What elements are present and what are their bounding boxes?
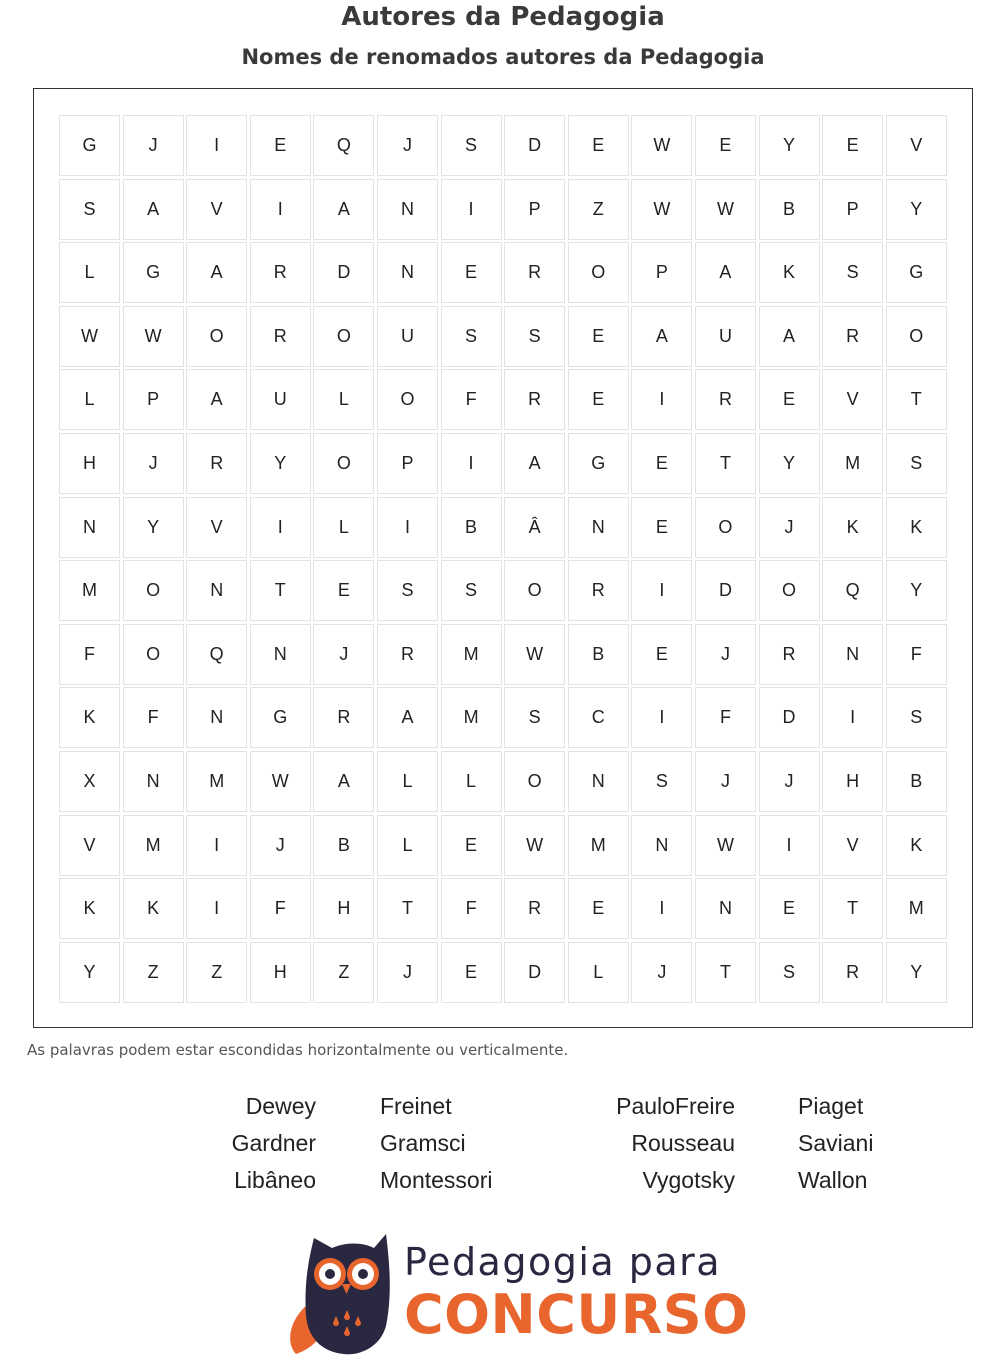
grid-cell: E xyxy=(441,815,502,876)
grid-cell: I xyxy=(631,687,692,748)
grid-cell: W xyxy=(250,751,311,812)
word-item: Vygotsky xyxy=(642,1167,735,1193)
grid-cell: S xyxy=(822,242,883,303)
word-column-3 xyxy=(616,1088,735,1199)
grid-cell: W xyxy=(631,179,692,240)
grid-cell: T xyxy=(695,942,756,1003)
grid-cell: M xyxy=(186,751,247,812)
page-subtitle: Nomes de renomados autores da Pedagogia xyxy=(241,45,765,69)
grid-cell: L xyxy=(377,815,438,876)
grid-cell: J xyxy=(695,624,756,685)
grid-cell: M xyxy=(441,624,502,685)
grid-cell: Y xyxy=(250,433,311,494)
grid-cell: R xyxy=(504,369,565,430)
grid-cell: L xyxy=(568,942,629,1003)
grid-cell: O xyxy=(568,242,629,303)
grid-cell: I xyxy=(441,433,502,494)
grid-cell: Z xyxy=(313,942,374,1003)
grid-cell: G xyxy=(250,687,311,748)
brand-name-line1: Pedagogia para xyxy=(404,1240,722,1284)
grid-cell: R xyxy=(504,878,565,939)
grid-cell: N xyxy=(822,624,883,685)
grid-cell: O xyxy=(313,306,374,367)
grid-cell: E xyxy=(313,560,374,621)
grid-cell: V xyxy=(186,497,247,558)
grid-cell: J xyxy=(313,624,374,685)
grid-cell: F xyxy=(250,878,311,939)
grid-cell: Q xyxy=(313,115,374,176)
grid-cell: R xyxy=(822,306,883,367)
grid-cell: R xyxy=(313,687,374,748)
grid-cell: J xyxy=(123,433,184,494)
grid-cell: D xyxy=(504,942,565,1003)
grid-cell: R xyxy=(822,942,883,1003)
grid-cell: O xyxy=(695,497,756,558)
grid-cell: N xyxy=(695,878,756,939)
grid-cell: S xyxy=(377,560,438,621)
grid-cell: F xyxy=(441,369,502,430)
word-column-4 xyxy=(798,1088,873,1199)
grid-cell: O xyxy=(123,560,184,621)
grid-cell: E xyxy=(568,369,629,430)
grid-cell: U xyxy=(377,306,438,367)
grid-cell: N xyxy=(568,751,629,812)
grid-cell: R xyxy=(759,624,820,685)
grid-cell: H xyxy=(59,433,120,494)
grid-cell: A xyxy=(123,179,184,240)
grid-cell: U xyxy=(695,306,756,367)
grid-cell: E xyxy=(631,497,692,558)
word-item: Freinet xyxy=(380,1093,452,1119)
grid-cell: D xyxy=(313,242,374,303)
grid-cell: Y xyxy=(123,497,184,558)
grid-cell: F xyxy=(695,687,756,748)
grid-cell: R xyxy=(504,242,565,303)
grid-cell: N xyxy=(59,497,120,558)
grid-cell: N xyxy=(568,497,629,558)
grid-cell: L xyxy=(313,497,374,558)
grid-cell: P xyxy=(123,369,184,430)
grid-cell: D xyxy=(504,115,565,176)
grid-cell: J xyxy=(123,115,184,176)
grid-cell: K xyxy=(59,878,120,939)
grid-cell: R xyxy=(377,624,438,685)
grid-cell: E xyxy=(568,878,629,939)
grid-cell: Y xyxy=(886,560,947,621)
grid-cell: S xyxy=(886,687,947,748)
grid-cell: W xyxy=(59,306,120,367)
grid-cell: G xyxy=(886,242,947,303)
grid-cell: W xyxy=(631,115,692,176)
grid-cell: K xyxy=(822,497,883,558)
grid-cell: E xyxy=(441,242,502,303)
grid-cell: N xyxy=(377,179,438,240)
grid-cell: Q xyxy=(822,560,883,621)
word-item: Gardner xyxy=(231,1130,316,1156)
grid-cell: O xyxy=(886,306,947,367)
grid-cell: X xyxy=(59,751,120,812)
grid-cell: H xyxy=(313,878,374,939)
grid-cell: F xyxy=(59,624,120,685)
grid-cell: P xyxy=(504,179,565,240)
grid-cell: W xyxy=(504,815,565,876)
grid-cell: L xyxy=(377,751,438,812)
grid-cell: P xyxy=(822,179,883,240)
grid-cell: I xyxy=(441,179,502,240)
grid-cell: N xyxy=(250,624,311,685)
grid-cell: O xyxy=(186,306,247,367)
grid-cell: A xyxy=(759,306,820,367)
grid-cell: L xyxy=(441,751,502,812)
grid-cell: E xyxy=(568,115,629,176)
grid-cell: Z xyxy=(123,942,184,1003)
grid-cell: T xyxy=(250,560,311,621)
grid-cell: O xyxy=(504,560,565,621)
grid-cell: A xyxy=(313,751,374,812)
grid-cell: N xyxy=(123,751,184,812)
grid-cell: L xyxy=(59,242,120,303)
grid-cell: I xyxy=(631,560,692,621)
grid-cell: A xyxy=(313,179,374,240)
grid-cell: Y xyxy=(886,179,947,240)
grid-cell: K xyxy=(759,242,820,303)
grid-cell: I xyxy=(631,878,692,939)
grid-cell: L xyxy=(59,369,120,430)
grid-cell: H xyxy=(250,942,311,1003)
grid-cell: S xyxy=(886,433,947,494)
word-item: Libâneo xyxy=(234,1167,316,1193)
grid-cell: E xyxy=(441,942,502,1003)
grid-cell: V xyxy=(186,179,247,240)
grid-cell: Y xyxy=(759,433,820,494)
word-item: Saviani xyxy=(798,1130,874,1156)
word-item: Dewey xyxy=(245,1093,316,1119)
grid-cell: J xyxy=(377,942,438,1003)
grid-cell: K xyxy=(886,497,947,558)
grid-cell: V xyxy=(822,369,883,430)
grid-cell: M xyxy=(822,433,883,494)
grid-cell: Y xyxy=(759,115,820,176)
word-item: Wallon xyxy=(798,1167,868,1193)
grid-cell: S xyxy=(504,306,565,367)
grid-cell: O xyxy=(504,751,565,812)
grid-cell: J xyxy=(250,815,311,876)
grid-cell: F xyxy=(123,687,184,748)
grid-cell: B xyxy=(441,497,502,558)
grid-cell: C xyxy=(568,687,629,748)
grid-cell: R xyxy=(250,242,311,303)
word-search-grid xyxy=(59,115,947,1003)
grid-cell: S xyxy=(504,687,565,748)
grid-cell: E xyxy=(631,433,692,494)
grid-cell: E xyxy=(631,624,692,685)
grid-cell: I xyxy=(822,687,883,748)
grid-cell: I xyxy=(759,815,820,876)
word-item: PauloFreire xyxy=(616,1093,735,1119)
grid-cell: J xyxy=(377,115,438,176)
grid-cell: M xyxy=(59,560,120,621)
grid-cell: O xyxy=(313,433,374,494)
grid-cell: N xyxy=(186,560,247,621)
word-item: Rousseau xyxy=(631,1130,735,1156)
grid-cell: J xyxy=(631,942,692,1003)
grid-cell: R xyxy=(250,306,311,367)
grid-cell: B xyxy=(568,624,629,685)
grid-cell: M xyxy=(886,878,947,939)
grid-cell: M xyxy=(568,815,629,876)
grid-cell: I xyxy=(186,878,247,939)
grid-cell: Z xyxy=(568,179,629,240)
grid-cell: P xyxy=(377,433,438,494)
grid-cell: J xyxy=(759,751,820,812)
grid-cell: Z xyxy=(186,942,247,1003)
grid-cell: A xyxy=(504,433,565,494)
grid-cell: D xyxy=(695,560,756,621)
grid-cell: B xyxy=(759,179,820,240)
grid-cell: Q xyxy=(186,624,247,685)
word-item: Gramsci xyxy=(380,1130,466,1156)
grid-cell: G xyxy=(59,115,120,176)
grid-cell: A xyxy=(186,369,247,430)
grid-cell: S xyxy=(441,306,502,367)
page-title: Autores da Pedagogia xyxy=(341,2,665,32)
grid-cell: S xyxy=(441,115,502,176)
grid-cell: E xyxy=(759,369,820,430)
grid-cell: A xyxy=(377,687,438,748)
instructions-text: As palavras podem estar escondidas horizontalmente ou verticalmente. xyxy=(27,1041,569,1059)
grid-cell: Y xyxy=(59,942,120,1003)
word-item: Montessori xyxy=(380,1167,493,1193)
grid-cell: P xyxy=(631,242,692,303)
grid-cell: A xyxy=(631,306,692,367)
grid-cell: M xyxy=(123,815,184,876)
grid-cell: A xyxy=(186,242,247,303)
grid-cell: I xyxy=(631,369,692,430)
grid-cell: W xyxy=(695,815,756,876)
grid-cell: S xyxy=(631,751,692,812)
grid-cell: R xyxy=(695,369,756,430)
word-list xyxy=(0,1088,1006,1198)
grid-cell: N xyxy=(631,815,692,876)
grid-cell: I xyxy=(250,497,311,558)
grid-cell: B xyxy=(886,751,947,812)
grid-cell: O xyxy=(123,624,184,685)
word-column-1 xyxy=(232,1088,316,1199)
grid-cell: F xyxy=(441,878,502,939)
grid-cell: J xyxy=(759,497,820,558)
grid-cell: R xyxy=(186,433,247,494)
grid-cell: M xyxy=(441,687,502,748)
grid-cell: E xyxy=(759,878,820,939)
grid-cell: I xyxy=(377,497,438,558)
grid-cell: N xyxy=(377,242,438,303)
grid-cell: V xyxy=(886,115,947,176)
grid-cell: E xyxy=(822,115,883,176)
grid-cell: S xyxy=(59,179,120,240)
grid-cell: L xyxy=(313,369,374,430)
grid-cell: S xyxy=(441,560,502,621)
grid-cell: O xyxy=(377,369,438,430)
grid-cell: G xyxy=(568,433,629,494)
grid-cell: O xyxy=(759,560,820,621)
grid-cell: T xyxy=(822,878,883,939)
grid-cell: E xyxy=(250,115,311,176)
grid-cell: E xyxy=(568,306,629,367)
grid-cell: S xyxy=(759,942,820,1003)
grid-cell: F xyxy=(886,624,947,685)
grid-cell: I xyxy=(186,115,247,176)
grid-cell: W xyxy=(504,624,565,685)
grid-cell: B xyxy=(313,815,374,876)
grid-cell: Â xyxy=(504,497,565,558)
grid-cell: N xyxy=(186,687,247,748)
grid-cell: D xyxy=(759,687,820,748)
brand-name-line2: CONCURSO xyxy=(404,1283,749,1346)
grid-cell: V xyxy=(59,815,120,876)
grid-cell: K xyxy=(886,815,947,876)
grid-cell: E xyxy=(695,115,756,176)
grid-cell: K xyxy=(123,878,184,939)
grid-cell: R xyxy=(568,560,629,621)
grid-cell: I xyxy=(250,179,311,240)
grid-cell: K xyxy=(59,687,120,748)
word-column-2 xyxy=(380,1088,492,1199)
grid-cell: J xyxy=(695,751,756,812)
grid-cell: A xyxy=(695,242,756,303)
grid-cell: W xyxy=(695,179,756,240)
grid-cell: W xyxy=(123,306,184,367)
grid-cell: I xyxy=(186,815,247,876)
grid-cell: T xyxy=(377,878,438,939)
grid-cell: T xyxy=(695,433,756,494)
grid-cell: T xyxy=(886,369,947,430)
grid-cell: V xyxy=(822,815,883,876)
grid-cell: H xyxy=(822,751,883,812)
word-item: Piaget xyxy=(798,1093,864,1119)
grid-cell: Y xyxy=(886,942,947,1003)
grid-cell: U xyxy=(250,369,311,430)
grid-cell: G xyxy=(123,242,184,303)
